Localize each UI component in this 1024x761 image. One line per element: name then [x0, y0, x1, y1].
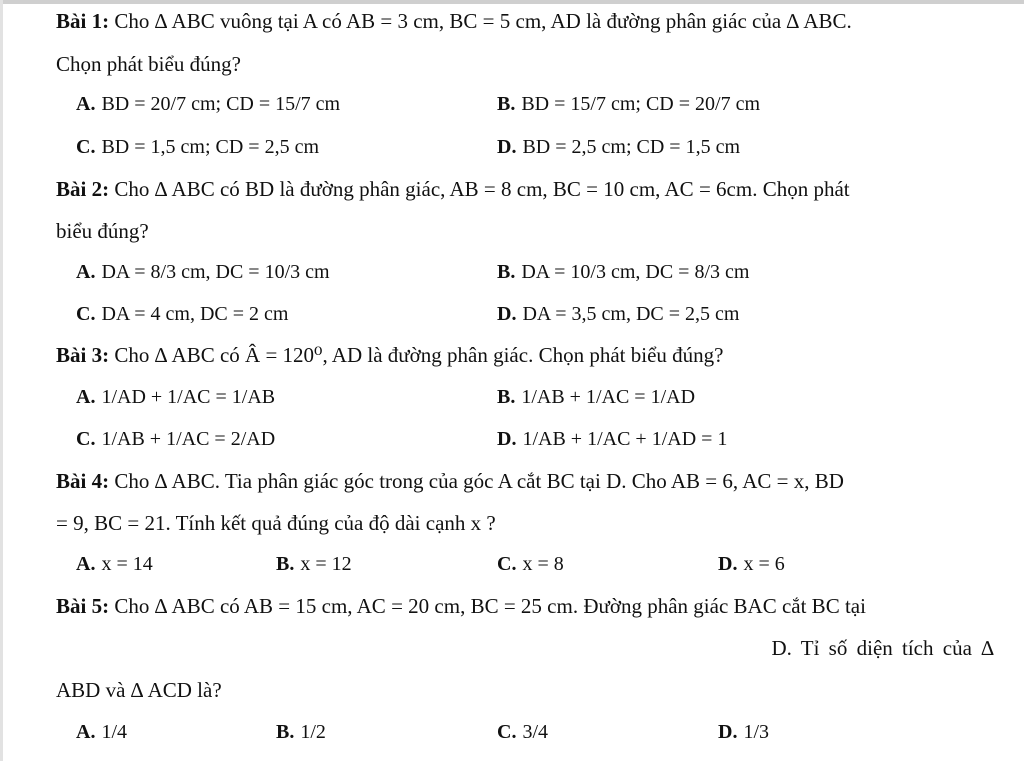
problem-5-text-2: D. Tỉ số diện tích của ∆	[771, 636, 994, 660]
option-letter: C.	[497, 553, 517, 575]
problem-3-text-1: Cho ∆ ABC có Â = 120⁰, AD là đường phân giác. Chọn phát biểu đúng?	[114, 343, 724, 367]
option-text: DA = 10/3 cm, DC = 8/3 cm	[521, 261, 750, 283]
problem-5-text-1: Cho ∆ ABC có AB = 15 cm, AC = 20 cm, BC = 25 cm. Đường phân giác BAC cắt BC tại	[114, 594, 866, 618]
problem-5-line-2	[771, 635, 994, 661]
option-text: DA = 4 cm, DC = 2 cm	[101, 303, 289, 325]
problem-3-option-c	[76, 426, 275, 452]
problem-3-option-b	[497, 384, 695, 410]
problem-3-option-d	[497, 426, 727, 452]
problem-5-option-b	[276, 719, 326, 745]
option-letter: A.	[76, 721, 96, 743]
problem-4-line-1	[56, 468, 844, 494]
option-letter: A.	[76, 93, 96, 115]
problem-1-line-2	[56, 51, 241, 77]
option-letter: A.	[76, 261, 96, 283]
option-text: 1/AB + 1/AC = 2/AD	[101, 428, 276, 450]
problem-5-option-a	[76, 719, 127, 745]
problem-2-option-b	[497, 259, 749, 285]
problem-3-label: Bài 3:	[56, 343, 110, 367]
problem-5-option-c	[497, 719, 548, 745]
problem-2-option-a	[76, 259, 330, 285]
option-letter: A.	[76, 553, 96, 575]
problem-5-line-1	[56, 593, 866, 619]
option-letter: C.	[76, 303, 96, 325]
problem-3-line-1	[56, 342, 723, 368]
option-text: 1/AD + 1/AC = 1/AB	[101, 386, 276, 408]
problem-4-option-d	[718, 551, 785, 577]
problem-2-option-d	[497, 301, 739, 327]
problem-1-text-1: Cho ∆ ABC vuông tại A có AB = 3 cm, BC = 5 cm, AD là đường phân giác của ∆ ABC.	[114, 9, 852, 33]
problem-1-label: Bài 1:	[56, 9, 110, 33]
problem-5-text-3: ABD và ∆ ACD là?	[56, 678, 222, 702]
problem-4-text-2: = 9, BC = 21. Tính kết quả đúng của độ dài cạnh x ?	[56, 511, 496, 535]
option-letter: B.	[497, 261, 516, 283]
option-text: BD = 1,5 cm; CD = 2,5 cm	[101, 136, 320, 158]
option-letter: D.	[497, 428, 517, 450]
problem-1-text-2: Chọn phát biểu đúng?	[56, 52, 241, 76]
option-text: x = 14	[101, 553, 153, 575]
option-text: DA = 3,5 cm, DC = 2,5 cm	[522, 303, 740, 325]
option-letter: D.	[497, 303, 517, 325]
problem-5-line-3	[56, 677, 222, 703]
problem-2-option-c	[76, 301, 288, 327]
option-text: x = 6	[743, 553, 785, 575]
option-text: x = 8	[522, 553, 564, 575]
option-text: 1/AB + 1/AC = 1/AD	[521, 386, 696, 408]
option-text: 1/3	[743, 721, 770, 743]
option-text: 1/2	[300, 721, 326, 743]
problem-1-option-c	[76, 134, 319, 160]
option-letter: D.	[497, 136, 517, 158]
page-left-border	[0, 0, 3, 761]
option-letter: D.	[718, 553, 738, 575]
option-letter: C.	[497, 721, 517, 743]
problem-4-option-c	[497, 551, 564, 577]
option-letter: C.	[76, 136, 96, 158]
option-text: 1/4	[101, 721, 128, 743]
option-text: BD = 15/7 cm; CD = 20/7 cm	[521, 93, 761, 115]
problem-2-text-2: biểu đúng?	[56, 219, 149, 243]
option-text: x = 12	[300, 553, 352, 575]
problem-5-option-d	[718, 719, 769, 745]
problem-4-line-2	[56, 510, 496, 536]
option-letter: D.	[718, 721, 738, 743]
page-top-border	[0, 0, 1024, 4]
option-letter: C.	[76, 428, 96, 450]
option-letter: B.	[497, 386, 516, 408]
option-text: BD = 2,5 cm; CD = 1,5 cm	[522, 136, 741, 158]
problem-1-option-a	[76, 91, 340, 117]
option-letter: B.	[276, 553, 295, 575]
problem-2-line-1	[56, 176, 850, 202]
problem-2-text-1: Cho ∆ ABC có BD là đường phân giác, AB = 8 cm, BC = 10 cm, AC = 6cm. Chọn phát	[114, 177, 850, 201]
option-text: DA = 8/3 cm, DC = 10/3 cm	[101, 261, 330, 283]
option-text: BD = 20/7 cm; CD = 15/7 cm	[101, 93, 341, 115]
option-text: 3/4	[522, 721, 549, 743]
problem-4-option-b	[276, 551, 352, 577]
option-letter: A.	[76, 386, 96, 408]
problem-4-option-a	[76, 551, 153, 577]
problem-1-option-d	[497, 134, 740, 160]
problem-2-label: Bài 2:	[56, 177, 110, 201]
problem-4-label: Bài 4:	[56, 469, 110, 493]
option-text: 1/AB + 1/AC + 1/AD = 1	[522, 428, 728, 450]
option-letter: B.	[497, 93, 516, 115]
problem-5-label: Bài 5:	[56, 594, 110, 618]
problem-3-option-a	[76, 384, 275, 410]
problem-1-option-b	[497, 91, 760, 117]
problem-1-line-1	[56, 8, 852, 34]
problem-2-line-2	[56, 218, 149, 244]
option-letter: B.	[276, 721, 295, 743]
problem-4-text-1: Cho ∆ ABC. Tia phân giác góc trong của góc A cắt BC tại D. Cho AB = 6, AC = x, BD	[114, 469, 844, 493]
